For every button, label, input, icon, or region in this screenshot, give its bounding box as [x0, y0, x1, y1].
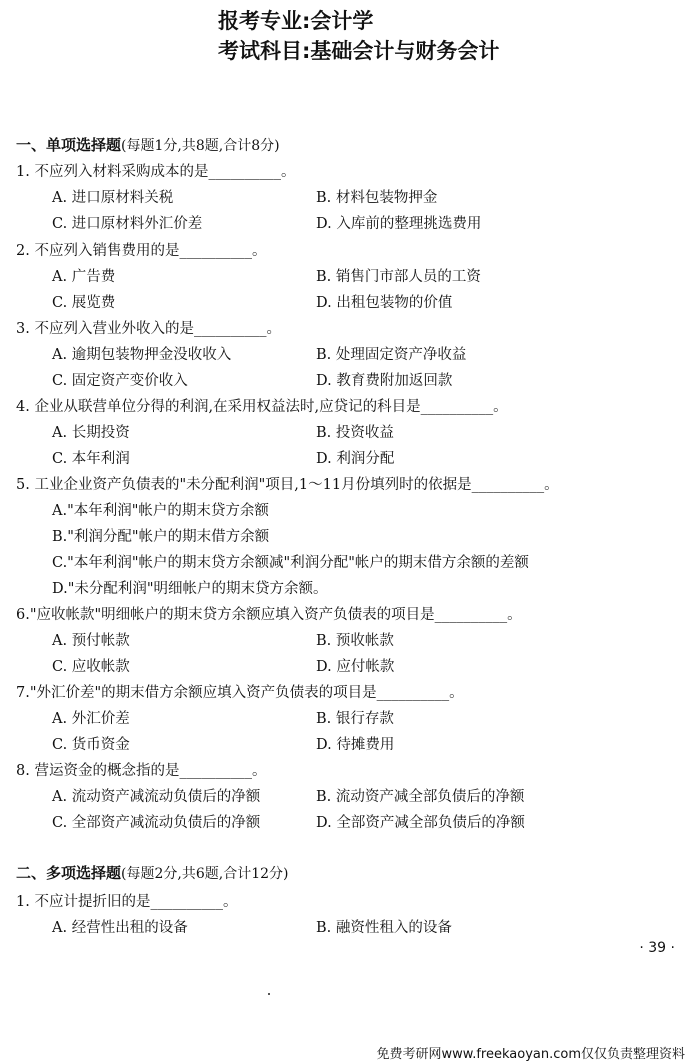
question-2-option-d: D. 出租包装物的价值 [316, 295, 453, 311]
question-2-option-c: C. 展览费 [52, 295, 116, 311]
question-5-option-a: A."本年利润"帐户的期末贷方余额 [52, 503, 269, 519]
section-1-note: (每题1分,共8题,合计8分) [121, 138, 280, 154]
section-2-note: (每题2分,共6题,合计12分) [121, 866, 289, 882]
question-5-stem: 5. 工业企业资产负债表的"未分配利润"项目,1～11月份填列时的依据是__________。 [16, 477, 559, 493]
question-5-option-b: B."利润分配"帐户的期末借方余额 [52, 529, 270, 545]
question-4-option-c: C. 本年利润 [52, 451, 130, 467]
question-4-option-d: D. 利润分配 [316, 451, 395, 467]
question-4-stem: 4. 企业从联营单位分得的利润,在采用权益法时,应贷记的科目是__________。 [16, 399, 508, 415]
question-7-option-b: B. 银行存款 [316, 711, 394, 727]
question-8-option-d: D. 全部资产减全部负债后的净额 [316, 815, 525, 831]
question-8-option-c: C. 全部资产减流动负债后的净额 [52, 815, 261, 831]
question-5-option-c: C."本年利润"帐户的期末贷方余额减"利润分配"帐户的期末借方余额的差额 [52, 555, 529, 571]
question-2-stem: 2. 不应列入销售费用的是__________。 [16, 243, 267, 259]
question-6-option-d: D. 应付帐款 [316, 659, 395, 675]
question-6-option-b: B. 预收帐款 [316, 633, 394, 649]
footer-watermark: 免费考研网www.freekaoyan.com仅仅负责整理资料 [376, 1047, 685, 1062]
section-1-heading [16, 134, 280, 155]
question-4-option-a: A. 长期投资 [52, 425, 130, 441]
question-2-option-b: B. 销售门市部人员的工资 [316, 269, 481, 285]
question-3-option-a: A. 逾期包装物押金没收收入 [52, 347, 232, 363]
section-1-title: 一、单项选择题 [16, 136, 122, 154]
page-number: · 39 · [639, 940, 675, 956]
question-5-option-d: D."未分配利润"明细帐户的期末贷方余额。 [52, 581, 328, 597]
question-8-option-b: B. 流动资产减全部负债后的净额 [316, 789, 525, 805]
section-2-heading [16, 862, 288, 883]
question-3-option-d: D. 教育费附加返回款 [316, 373, 453, 389]
question-1-option-a: A. 进口原材料关税 [52, 190, 174, 206]
question-7-option-d: D. 待摊费用 [316, 737, 395, 753]
question-3-option-b: B. 处理固定资产净收益 [316, 347, 467, 363]
scan-speck [268, 993, 270, 995]
major-title: 报考专业:会计学 [218, 9, 374, 33]
question-2-option-a: A. 广告费 [52, 269, 116, 285]
section-2-title: 二、多项选择题 [16, 864, 122, 882]
question-1-option-b: B. 材料包装物押金 [316, 190, 438, 206]
question-6-option-a: A. 预付帐款 [52, 633, 130, 649]
subject-title: 考试科目:基础会计与财务会计 [218, 39, 500, 63]
multi-question-1-option-b: B. 融资性租入的设备 [316, 920, 452, 936]
question-3-option-c: C. 固定资产变价收入 [52, 373, 188, 389]
question-4-option-b: B. 投资收益 [316, 425, 394, 441]
question-3-stem: 3. 不应列入营业外收入的是__________。 [16, 321, 281, 337]
question-6-stem: 6."应收帐款"明细帐户的期末贷方余额应填入资产负债表的项目是__________。 [16, 607, 522, 623]
question-8-stem: 8. 营运资金的概念指的是__________。 [16, 763, 267, 779]
question-1-option-d: D. 入库前的整理挑选费用 [316, 216, 482, 232]
question-1-option-c: C. 进口原材料外汇价差 [52, 216, 203, 232]
question-6-option-c: C. 应收帐款 [52, 659, 130, 675]
question-1-stem: 1. 不应列入材料采购成本的是__________。 [16, 164, 296, 180]
multi-question-1-option-a: A. 经营性出租的设备 [52, 920, 188, 936]
question-7-option-c: C. 货币资金 [52, 737, 130, 753]
multi-question-1-stem: 1. 不应计提折旧的是__________。 [16, 894, 238, 910]
question-7-option-a: A. 外汇价差 [52, 711, 130, 727]
question-8-option-a: A. 流动资产减流动负债后的净额 [52, 789, 261, 805]
exam-header [218, 6, 499, 66]
question-7-stem: 7."外汇价差"的期末借方余额应填入资产负债表的项目是__________。 [16, 685, 464, 701]
